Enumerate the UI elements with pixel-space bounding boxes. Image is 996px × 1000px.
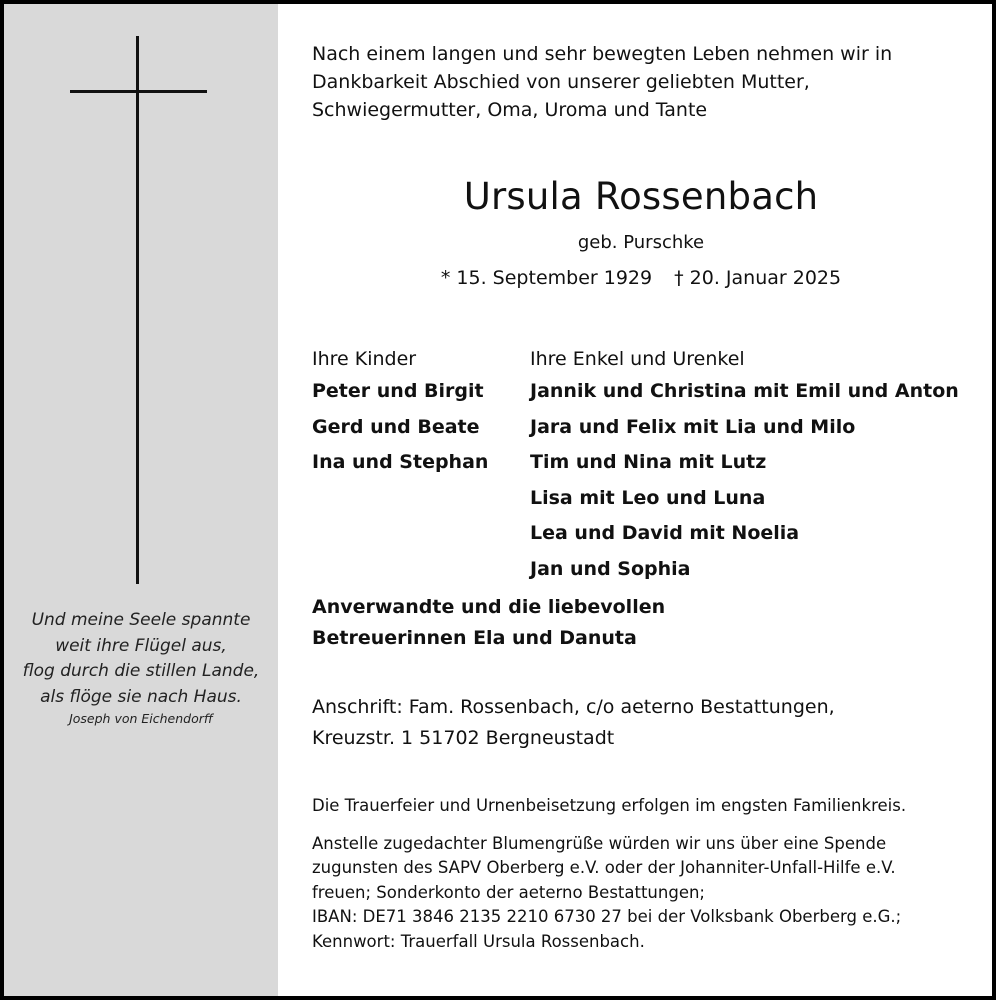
donation-line: zugunsten des SAPV Oberberg e.V. oder der Johanniter-Unfall-Hilfe e.V. bbox=[312, 858, 896, 878]
children-heading: Ihre Kinder bbox=[312, 348, 417, 370]
poem-line: als flöge sie nach Haus. bbox=[40, 686, 242, 707]
grandchildren-list bbox=[530, 344, 970, 587]
ceremony-text: Die Trauerfeier und Urnenbeisetzung erfolgen im engsten Familienkreis. bbox=[312, 796, 907, 815]
relatives-text bbox=[312, 592, 665, 654]
maiden-name: geb. Purschke bbox=[577, 232, 705, 253]
list-item: Ina und Stephan bbox=[312, 451, 489, 473]
relatives-line: Anverwandte und die liebevollen bbox=[312, 596, 666, 618]
poem-line: weit ihre Flügel aus, bbox=[55, 635, 227, 656]
deceased-name: Ursula Rossenbach bbox=[463, 175, 819, 218]
sidebar bbox=[4, 4, 278, 996]
list-item: Lisa mit Leo und Luna bbox=[530, 486, 766, 509]
donation-line: Anstelle zugedachter Blumengrüße würden wir uns über eine Spende bbox=[312, 834, 887, 853]
poem-line: flog durch die stillen Lande, bbox=[22, 661, 260, 681]
address-text bbox=[312, 692, 835, 754]
list-item: Jan und Sophia bbox=[530, 557, 691, 580]
address-line: Kreuzstr. 1 51702 Bergneustadt bbox=[312, 727, 615, 749]
donation-line: Kennwort: Trauerfall Ursula Rossenbach. bbox=[312, 931, 645, 951]
address-line: Anschrift: Fam. Rossenbach, c/o aeterno Bestattungen, bbox=[312, 696, 835, 718]
birth-date: * 15. September 1929 bbox=[440, 267, 653, 289]
death-date: † 20. Januar 2025 bbox=[674, 267, 842, 289]
life-dates bbox=[312, 264, 970, 292]
poem-line: Und meine Seele spannte bbox=[31, 610, 251, 630]
cross-horizontal-bar bbox=[70, 90, 207, 93]
intro-text bbox=[312, 40, 952, 124]
poem bbox=[4, 608, 278, 728]
donation-line: freuen; Sonderkonto der aeterno Bestattungen; bbox=[312, 882, 705, 902]
intro-line: Dankbarkeit Abschied von unserer geliebten Mutter, bbox=[312, 71, 810, 93]
poem-author: Joseph von Eichendorff bbox=[69, 711, 213, 726]
intro-line: Nach einem langen und sehr bewegten Leben nehmen wir in bbox=[312, 43, 893, 65]
donation-text bbox=[312, 832, 962, 954]
donation-line: IBAN: DE71 3846 2135 2210 6730 27 bei der Volksbank Oberberg e.G.; bbox=[312, 907, 902, 927]
list-item: Gerd und Beate bbox=[312, 415, 480, 438]
children-list bbox=[312, 344, 522, 481]
cross-vertical-bar bbox=[136, 36, 139, 584]
relatives-line: Betreuerinnen Ela und Danuta bbox=[312, 627, 637, 649]
list-item: Jannik und Christina mit Emil und Anton bbox=[530, 380, 959, 402]
grandchildren-heading: Ihre Enkel und Urenkel bbox=[530, 348, 745, 370]
list-item: Jara und Felix mit Lia und Milo bbox=[530, 415, 856, 438]
list-item: Peter und Birgit bbox=[312, 380, 484, 402]
list-item: Tim und Nina mit Lutz bbox=[530, 451, 767, 473]
intro-line: Schwiegermutter, Oma, Uroma und Tante bbox=[312, 99, 708, 121]
list-item: Lea und David mit Noelia bbox=[530, 522, 800, 544]
